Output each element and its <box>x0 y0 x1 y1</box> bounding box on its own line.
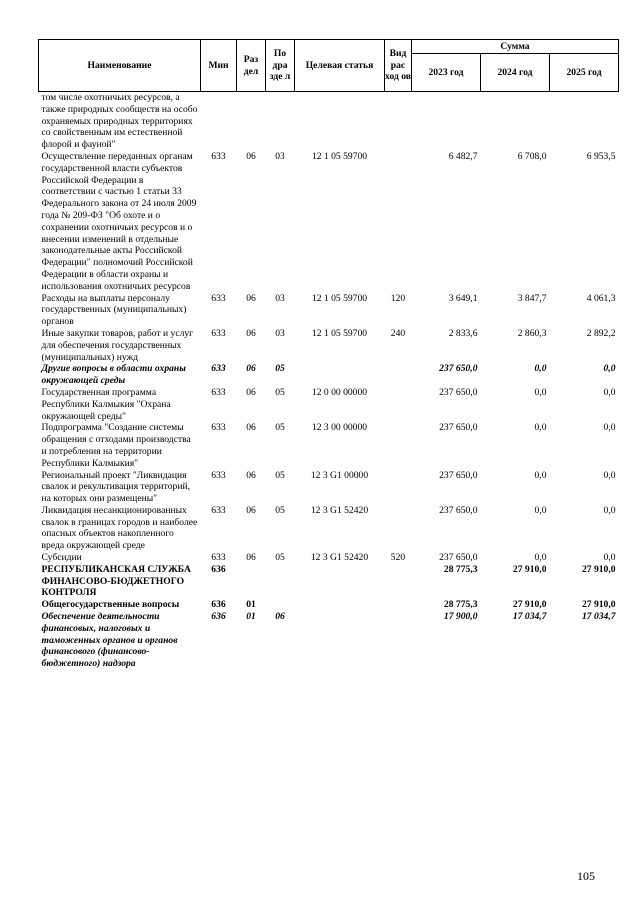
cell-y2025 <box>550 92 619 151</box>
cell-min: 633 <box>211 386 226 398</box>
cell-rz: 06 <box>246 327 256 339</box>
table-row <box>39 564 619 599</box>
cell-vr: 520 <box>390 552 406 564</box>
cell-pr: 03 <box>275 292 285 304</box>
cell-pr: 05 <box>275 422 285 434</box>
cell-vr <box>385 564 412 599</box>
cell-pr: 03 <box>275 150 285 162</box>
header-podrazdel: По дра зде л <box>266 40 295 92</box>
cell-y2025: 0,0 <box>603 469 616 481</box>
cell-pr: 05 <box>275 552 285 564</box>
cell-vr <box>385 151 412 293</box>
table-row <box>39 363 619 387</box>
cell-name: Другие вопросы в области охраны окружающей среды <box>41 363 186 387</box>
cell-y2024: 0,0 <box>534 422 547 434</box>
cell-name: РЕСПУБЛИКАНСКАЯ СЛУЖБА ФИНАНСОВО-БЮДЖЕТНОГО КОНТРОЛЯ <box>41 563 191 599</box>
cell-vr <box>385 470 412 505</box>
cell-y2024: 0,0 <box>534 552 547 564</box>
cell-y2024: 6 708,0 <box>517 150 547 162</box>
cell-rz: 01 <box>246 611 256 623</box>
cell-cs: 12 1 05 59700 <box>311 327 368 339</box>
cell-y2025: 27 910,0 <box>581 563 616 575</box>
cell-min: 633 <box>211 552 226 564</box>
cell-name: Подпрограмма "Создание системы обращения с отходами производства и потребления на территории Республики Калмыкия" <box>41 422 191 469</box>
cell-y2024 <box>481 92 550 151</box>
cell-name: Субсидии <box>41 552 82 564</box>
cell-cs: 12 3 G1 52420 <box>310 504 369 516</box>
table-row <box>39 611 619 670</box>
cell-y2024: 0,0 <box>534 386 547 398</box>
cell-y2023 <box>412 92 481 151</box>
cell-cs <box>295 599 385 611</box>
cell-cs <box>295 564 385 599</box>
header-target: Целевая статья <box>295 40 385 92</box>
cell-name: Региональный проект "Ликвидация свалок и рекультивация территорий, на которых они размещены" <box>41 469 191 505</box>
cell-min: 633 <box>211 422 226 434</box>
cell-vr <box>385 422 412 469</box>
page-number: 105 <box>577 869 595 883</box>
cell-cs: 12 1 05 59700 <box>311 292 368 304</box>
cell-y2023: 3 649,1 <box>448 292 478 304</box>
cell-cs: 12 0 00 00000 <box>311 386 368 398</box>
cell-y2024: 2 860,3 <box>517 327 547 339</box>
table-row <box>39 552 619 564</box>
cell-y2024: 0,0 <box>534 469 547 481</box>
cell-y2024: 3 847,7 <box>517 292 547 304</box>
cell-min <box>201 92 237 151</box>
cell-y2023: 237 650,0 <box>439 552 478 564</box>
cell-cs: 12 1 05 59700 <box>311 150 368 162</box>
cell-pr: 05 <box>275 504 285 516</box>
cell-name: Ликвидация несанкционированных свалок в границах городов и наиболее опасных объектов накопленного вреда окружающей среде <box>41 504 198 552</box>
cell-min: 633 <box>211 292 226 304</box>
cell-y2023: 28 775,3 <box>443 599 478 611</box>
cell-name: Государственная программа Республики Калмыкия "Охрана окружающей среды" <box>41 386 171 422</box>
cell-y2023: 6 482,7 <box>448 150 478 162</box>
cell-y2023: 237 650,0 <box>439 504 478 516</box>
cell-y2025: 0,0 <box>603 363 616 375</box>
table-row <box>39 92 619 151</box>
cell-y2023: 2 833,6 <box>448 327 478 339</box>
cell-min: 633 <box>211 363 226 375</box>
header-2023: 2023 год <box>412 54 481 92</box>
cell-y2023: 237 650,0 <box>439 422 478 434</box>
table-row <box>39 328 619 363</box>
cell-pr: 06 <box>275 611 285 623</box>
cell-pr <box>266 564 295 599</box>
cell-y2025: 6 953,5 <box>586 150 616 162</box>
cell-rz: 06 <box>246 422 256 434</box>
table-row <box>39 151 619 293</box>
header-2025: 2025 год <box>550 54 619 92</box>
cell-rz <box>237 564 266 599</box>
cell-rz: 06 <box>246 469 256 481</box>
cell-y2025: 0,0 <box>603 552 616 564</box>
cell-vr <box>385 599 412 611</box>
cell-vr: 240 <box>390 327 406 339</box>
header-min: Мин <box>201 40 237 92</box>
cell-y2024: 27 910,0 <box>512 563 547 575</box>
cell-y2025: 17 034,7 <box>581 611 616 623</box>
table-row <box>39 505 619 552</box>
budget-table <box>38 39 619 670</box>
table-row <box>39 422 619 469</box>
header-razdel: Раз дел <box>237 40 266 92</box>
cell-min: 633 <box>211 150 226 162</box>
cell-pr: 05 <box>275 469 285 481</box>
cell-min: 636 <box>211 611 226 623</box>
cell-cs <box>295 363 385 387</box>
cell-y2025: 4 061,3 <box>586 292 616 304</box>
cell-rz <box>237 92 266 151</box>
cell-y2023: 237 650,0 <box>439 363 478 375</box>
cell-vr <box>385 92 412 151</box>
cell-rz: 06 <box>246 150 256 162</box>
cell-y2023: 17 900,0 <box>443 611 478 623</box>
cell-cs <box>295 92 385 151</box>
cell-vr <box>385 611 412 670</box>
cell-cs: 12 3 00 00000 <box>311 422 368 434</box>
cell-y2024: 27 910,0 <box>512 599 547 611</box>
table-body <box>39 92 619 671</box>
cell-name: Расходы на выплаты персоналу государственных (муниципальных) органов <box>41 292 187 328</box>
table-row <box>39 387 619 422</box>
cell-pr: 05 <box>275 386 285 398</box>
cell-rz: 06 <box>246 552 256 564</box>
cell-cs <box>295 611 385 670</box>
cell-vr: 120 <box>390 292 406 304</box>
cell-y2025: 27 910,0 <box>581 599 616 611</box>
cell-vr <box>385 363 412 387</box>
cell-y2023: 237 650,0 <box>439 469 478 481</box>
cell-y2024: 17 034,7 <box>512 611 547 623</box>
cell-name: Общегосударственные вопросы <box>41 599 180 611</box>
cell-rz: 06 <box>246 504 256 516</box>
header-name: Наименование <box>39 40 201 92</box>
cell-cs: 12 3 G1 00000 <box>310 469 369 481</box>
cell-name: том числе охотничьих ресурсов, а также природных сообществ на особо охраняемых природных территориях со свойственным им естественной флорой и фауной" <box>41 92 198 151</box>
cell-cs: 12 3 G1 52420 <box>310 552 369 564</box>
cell-min: 636 <box>211 563 226 575</box>
cell-y2025: 0,0 <box>603 386 616 398</box>
cell-pr: 03 <box>275 327 285 339</box>
header-vid: Вид рас ход ов <box>385 40 412 92</box>
cell-min: 636 <box>211 599 226 611</box>
cell-y2024: 0,0 <box>534 504 547 516</box>
table-header <box>39 40 619 92</box>
cell-min: 633 <box>211 469 226 481</box>
cell-name: Обеспечение деятельности финансовых, налоговых и таможенных органов и органов финансового (финансово-бюджетного) надзора <box>41 611 178 670</box>
table-row <box>39 599 619 611</box>
cell-min: 633 <box>211 327 226 339</box>
header-2024: 2024 год <box>481 54 550 92</box>
cell-name: Иные закупки товаров, работ и услуг для обеспечения государственных (муниципальных) нужд <box>41 327 194 363</box>
cell-name: Осуществление переданных органам государственной власти субъектов Российской Федерации в соответствии с частью 1 статьи 33 Федерального закона от 24 июля 2009 года № 209-ФЗ "Об охоте и о сохранении охотничьих ресурсов и о внесении изменений в отдельные законодательные акты Российской Федерации" полномочий Российской Федерации в области охраны и использования охотничьих ресурсов <box>41 150 197 292</box>
cell-vr <box>385 505 412 552</box>
cell-min: 633 <box>211 504 226 516</box>
cell-rz: 06 <box>246 292 256 304</box>
cell-y2023: 28 775,3 <box>443 563 478 575</box>
cell-y2024: 0,0 <box>534 363 547 375</box>
cell-y2025: 0,0 <box>603 504 616 516</box>
cell-pr: 05 <box>275 363 285 375</box>
cell-rz: 01 <box>246 599 256 611</box>
header-sum: Сумма <box>412 40 619 54</box>
cell-rz: 06 <box>246 386 256 398</box>
table-row <box>39 293 619 328</box>
cell-rz: 06 <box>246 363 256 375</box>
cell-vr <box>385 387 412 422</box>
cell-pr <box>266 92 295 151</box>
cell-y2023: 237 650,0 <box>439 386 478 398</box>
cell-y2025: 0,0 <box>603 422 616 434</box>
table-row <box>39 470 619 505</box>
cell-y2025: 2 892,2 <box>586 327 616 339</box>
cell-pr <box>266 599 295 611</box>
